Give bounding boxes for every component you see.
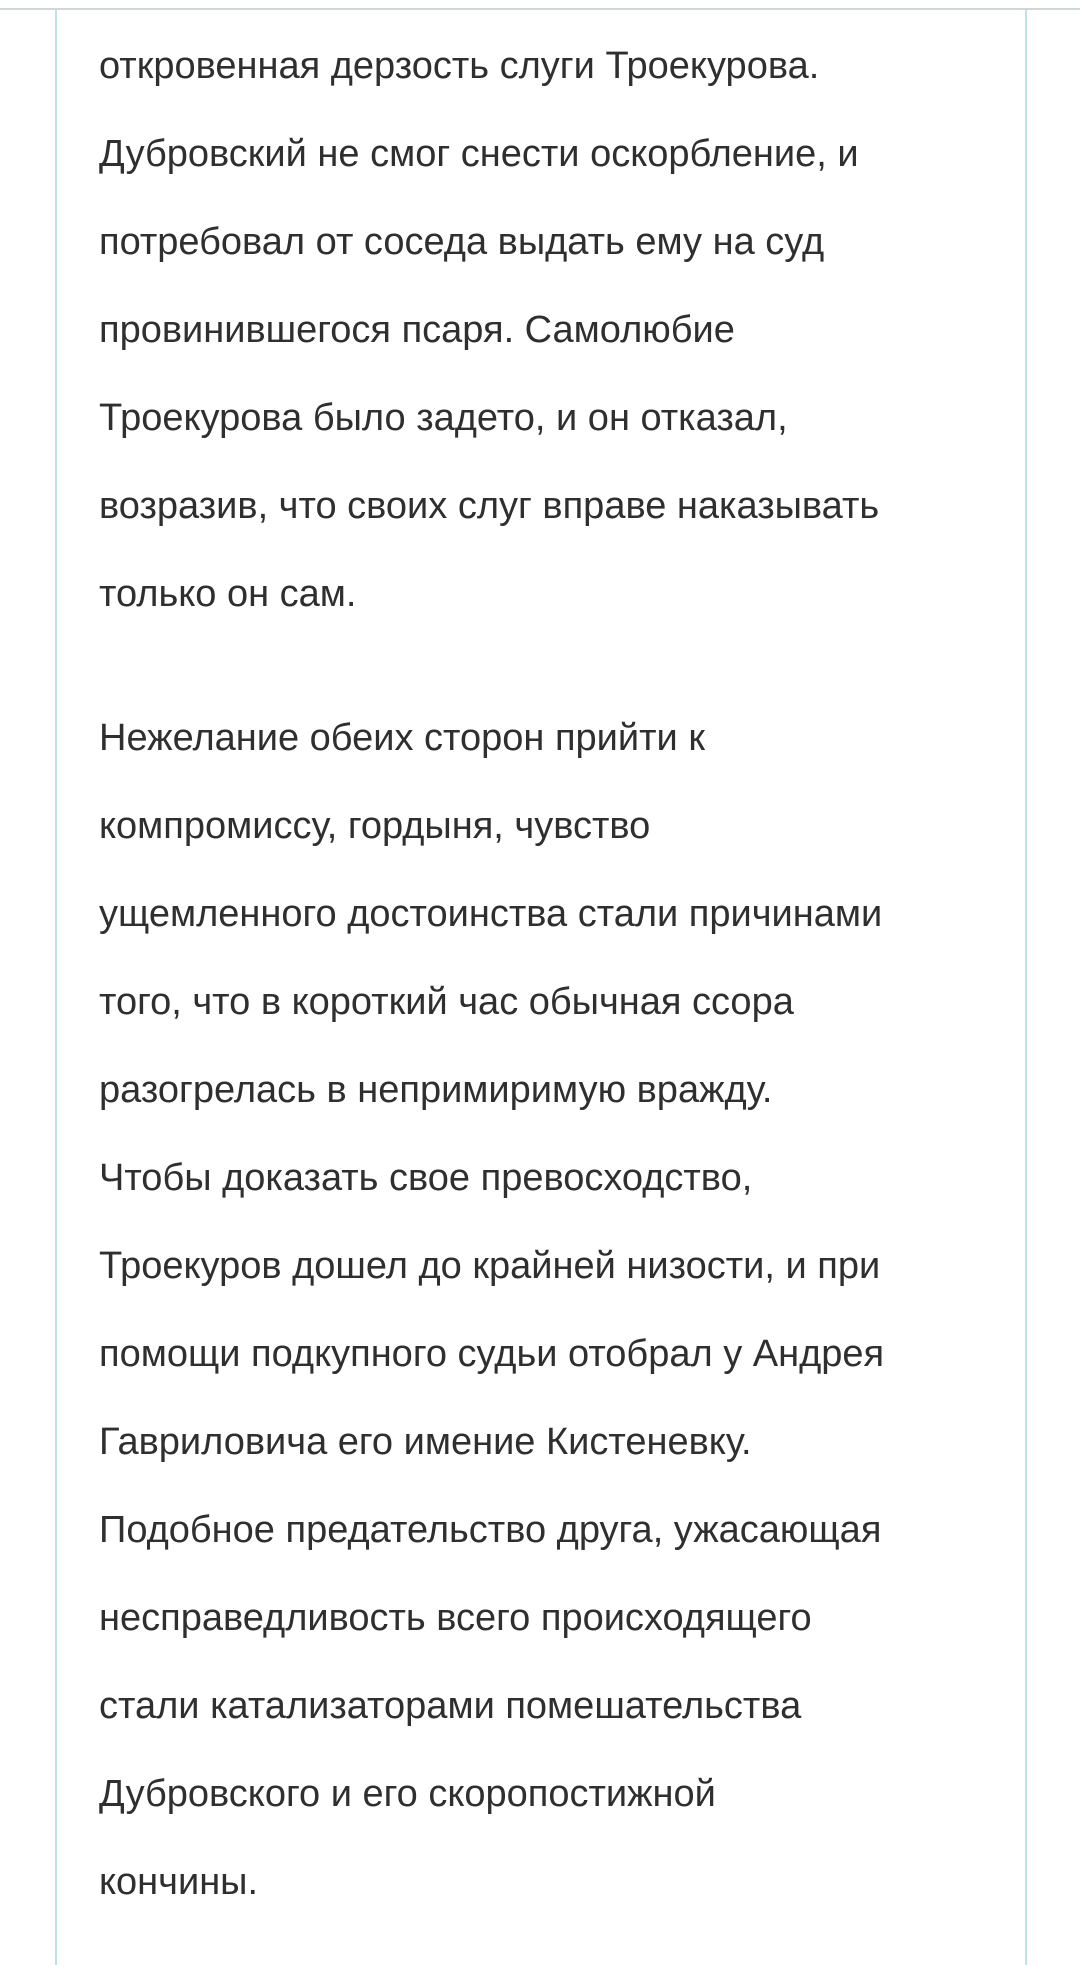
text-line: только он сам. bbox=[99, 573, 357, 615]
text-line: Дубровский не смог снести оскорбление, и bbox=[99, 133, 859, 175]
text-line: провинившегося псаря. Самолюбие bbox=[99, 309, 735, 351]
text-line: несправедливость всего происходящего bbox=[99, 1597, 812, 1639]
text-line: стали катализаторами помешательства bbox=[99, 1685, 802, 1727]
text-line: Чтобы доказать свое превосходство, bbox=[99, 1157, 753, 1199]
text-line: Подобное предательство друга, ужасающая bbox=[99, 1509, 882, 1551]
text-line: ущемленного достоинства стали причинами bbox=[99, 893, 883, 935]
paragraph-spacing bbox=[99, 638, 979, 694]
text-line: Троекуров дошел до крайней низости, и при bbox=[99, 1245, 881, 1287]
article-body bbox=[99, 22, 979, 1926]
paragraph bbox=[99, 22, 979, 638]
text-line: Гавриловича его имение Кистеневку. bbox=[99, 1421, 752, 1463]
text-line: того, что в короткий час обычная ссора bbox=[99, 981, 794, 1023]
text-line: возразив, что своих слуг вправе наказывать bbox=[99, 485, 880, 527]
text-line: Нежелание обеих сторон прийти к bbox=[99, 717, 705, 759]
text-line: Дубровского и его скоропостижной bbox=[99, 1773, 716, 1815]
paragraph bbox=[99, 694, 979, 1926]
text-line: компромиссу, гордыня, чувство bbox=[99, 805, 651, 847]
text-line: потребовал от соседа выдать ему на суд bbox=[99, 221, 825, 263]
text-line: помощи подкупного судьи отобрал у Андрея bbox=[99, 1333, 885, 1375]
text-line: кончины. bbox=[99, 1861, 259, 1903]
text-line: откровенная дерзость слуги Троекурова. bbox=[99, 45, 820, 87]
text-line: разогрелась в непримиримую вражду. bbox=[99, 1069, 773, 1111]
text-line: Троекурова было задето, и он отказал, bbox=[99, 397, 788, 439]
top-divider bbox=[0, 0, 1080, 10]
